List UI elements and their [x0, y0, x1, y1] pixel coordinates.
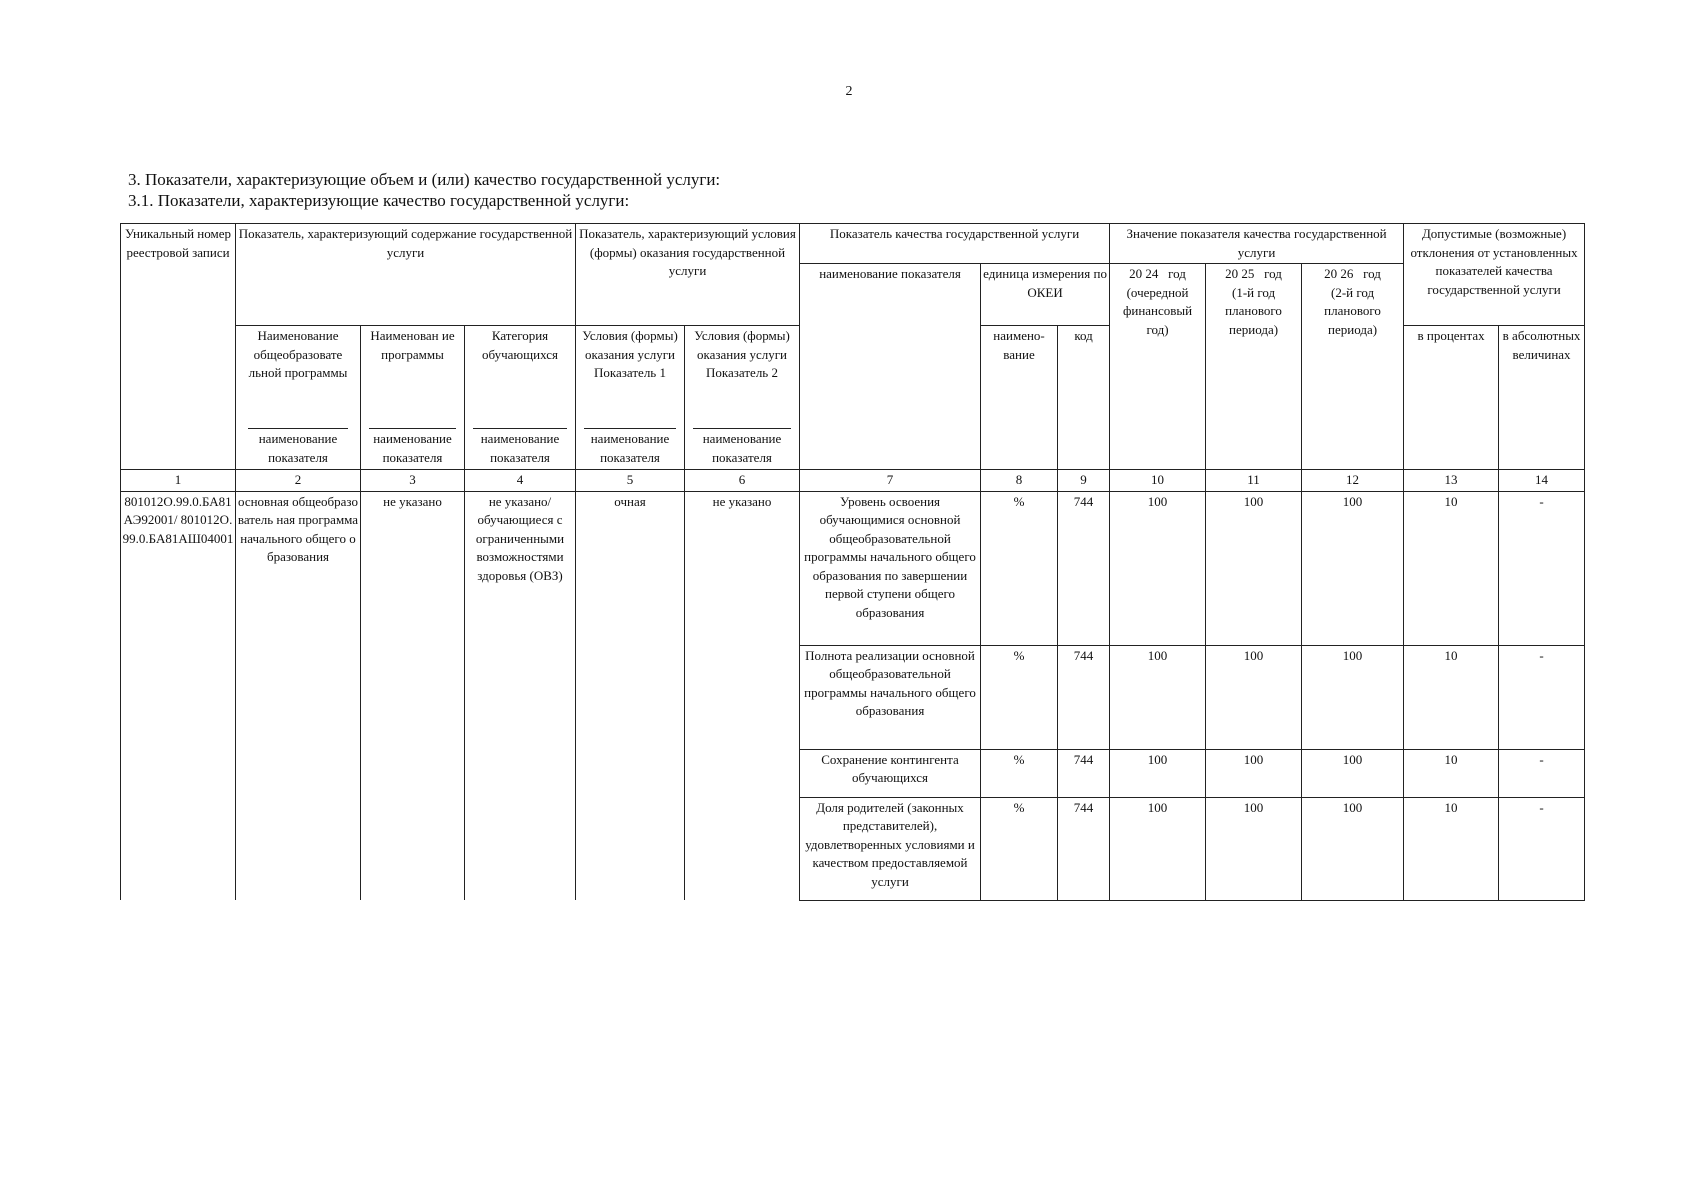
- indicator-2024: 100: [1110, 645, 1206, 749]
- year-2025-line: 20 25 год: [1225, 266, 1282, 281]
- indicator-unit: %: [981, 645, 1058, 749]
- header-deviations: Допустимые (возможные) отклонения от установленных показателей качества государственной услуги: [1404, 224, 1585, 326]
- year-2026-line: 20 26 год: [1324, 266, 1381, 281]
- program: не указано: [361, 491, 465, 900]
- header-quality-value: Значение показателя качества государственной услуги: [1110, 224, 1404, 264]
- header-unique-number: Уникальный номер реестровой записи: [121, 224, 236, 470]
- indicator-2026: 100: [1302, 491, 1404, 645]
- indicator-name: Уровень освоения обучающимися основной общеобразовательной программы начального общего образования по завершении первой ступени общего образования: [800, 491, 981, 645]
- indicator-2024: 100: [1110, 797, 1206, 900]
- header-year-2024: 20 24 год (очередной финансовый год): [1110, 264, 1206, 470]
- header-content-indicator: Показатель, характеризующий содержание государственной услуги: [236, 224, 576, 326]
- indicator-abs: -: [1499, 797, 1585, 900]
- header-unit-okei: единица измерения по ОКЕИ: [981, 264, 1110, 326]
- subsection-heading: 3.1. Показатели, характеризующие качество государственной услуги:: [128, 191, 630, 210]
- header-col5: Условия (формы) оказания услуги Показатель 1 наименование показателя: [576, 326, 685, 470]
- header-col2: Наименование общеобразовате льной программы наименование показателя: [236, 326, 361, 470]
- condition-1: очная: [576, 491, 685, 900]
- indicator-code: 744: [1058, 491, 1110, 645]
- program-name: основная общеобразователь ная программа начального общего образования: [236, 491, 361, 900]
- year-2024-line: 20 24 год: [1129, 266, 1186, 281]
- indicator-pct: 10: [1404, 749, 1499, 797]
- section-heading: 3. Показатели, характеризующие объем и (или) качество государственной услуги:: [128, 170, 721, 189]
- indicator-pct: 10: [1404, 491, 1499, 645]
- indicator-code: 744: [1058, 645, 1110, 749]
- quality-indicators-table: [120, 223, 1585, 901]
- indicator-code: 744: [1058, 797, 1110, 900]
- indicator-pct: 10: [1404, 797, 1499, 900]
- header-col6: Условия (формы) оказания услуги Показатель 2 наименование показателя: [685, 326, 800, 470]
- header-quality-indicator: Показатель качества государственной услуги: [800, 224, 1110, 264]
- header-col3: Наименован ие программы наименование показателя: [361, 326, 465, 470]
- header-unit-name: наимено-вание: [981, 326, 1058, 470]
- page-number: 2: [845, 84, 853, 99]
- header-year-2025: 20 25 год (1-й год планового периода): [1206, 264, 1302, 470]
- table-row: [121, 491, 1585, 645]
- indicator-abs: -: [1499, 749, 1585, 797]
- header-year-2026: 20 26 год (2-й год планового периода): [1302, 264, 1404, 470]
- indicator-2025: 100: [1206, 491, 1302, 645]
- header-in-absolute: в абсолютных величинах: [1499, 326, 1585, 470]
- category: не указано/ обучающиеся с ограниченными возможностями здоровья (ОВЗ): [465, 491, 576, 900]
- indicator-2024: 100: [1110, 491, 1206, 645]
- indicator-2025: 100: [1206, 645, 1302, 749]
- indicator-unit: %: [981, 749, 1058, 797]
- indicator-name: Сохранение контингента обучающихся: [800, 749, 981, 797]
- indicator-name: Полнота реализации основной общеобразовательной программы начального общего образования: [800, 645, 981, 749]
- header-in-percent: в процентах: [1404, 326, 1499, 470]
- indicator-abs: -: [1499, 491, 1585, 645]
- indicator-2025: 100: [1206, 797, 1302, 900]
- indicator-unit: %: [981, 797, 1058, 900]
- indicator-2026: 100: [1302, 749, 1404, 797]
- registry-number: 801012О.99.0.БА81АЭ92001/ 801012О.99.0.БА81АШ04001: [121, 491, 236, 900]
- indicator-unit: %: [981, 491, 1058, 645]
- indicator-2026: 100: [1302, 797, 1404, 900]
- header-col4: Категория обучающихся наименование показателя: [465, 326, 576, 470]
- indicator-2025: 100: [1206, 749, 1302, 797]
- indicator-2024: 100: [1110, 749, 1206, 797]
- header-indicator-name: наименование показателя: [800, 264, 981, 470]
- header-conditions-indicator: Показатель, характеризующий условия (формы) оказания государственной услуги: [576, 224, 800, 326]
- column-numbers-row: 1 2 3 4 5 6 7 8 9 10 11 12 13 14: [121, 470, 1585, 492]
- indicator-name: Доля родителей (законных представителей), удовлетворенных условиями и качеством предоставляемой услуги: [800, 797, 981, 900]
- indicator-2026: 100: [1302, 645, 1404, 749]
- indicator-abs: -: [1499, 645, 1585, 749]
- indicator-code: 744: [1058, 749, 1110, 797]
- header-unit-code: код: [1058, 326, 1110, 470]
- indicator-pct: 10: [1404, 645, 1499, 749]
- condition-2: не указано: [685, 491, 800, 900]
